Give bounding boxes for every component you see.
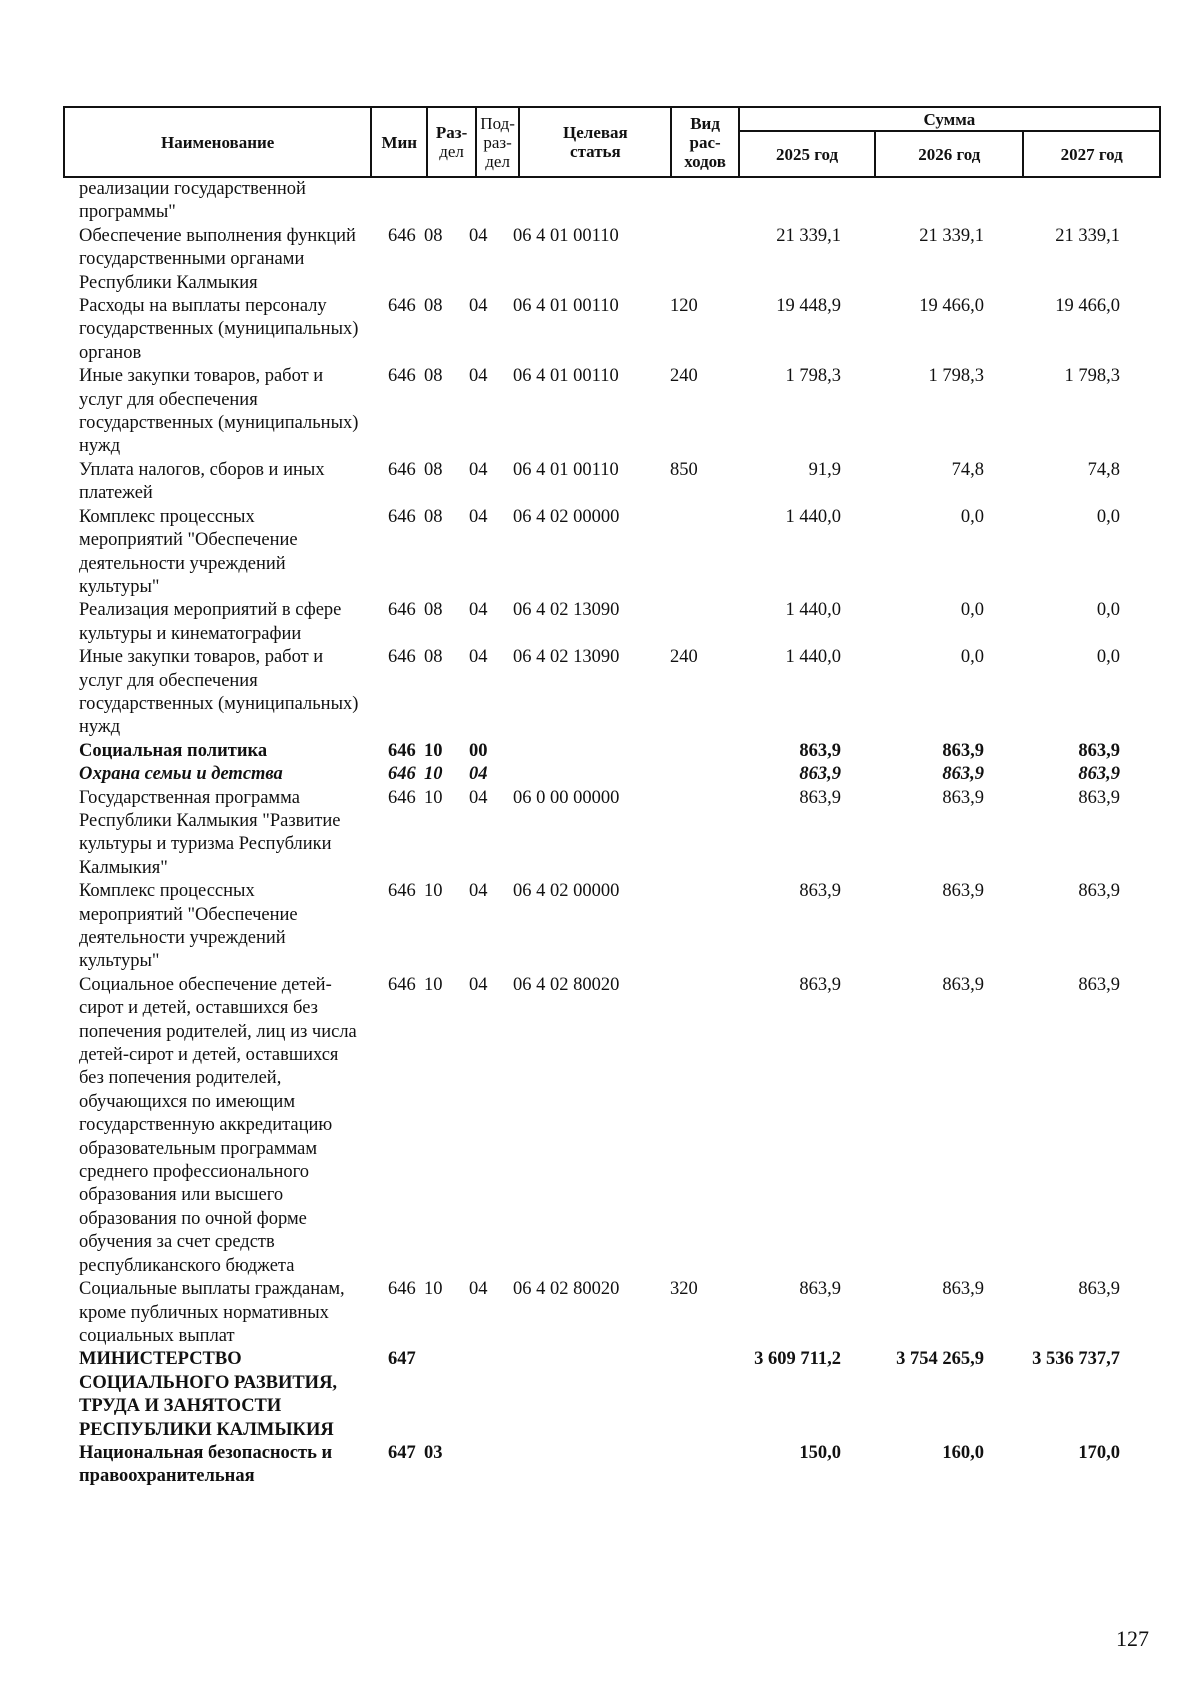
cell-y2027: 0,0 [1096,506,1120,527]
cell-y2026: 863,9 [942,740,984,761]
cell-y2025: 3 609 711,2 [754,1349,841,1370]
cell-target: 06 4 02 00000 [513,506,620,527]
cell-razdel: 10 [424,764,443,785]
cell-min: 647 [388,1349,416,1370]
cell-target: 06 4 02 80020 [513,974,620,995]
cell-vid: 240 [670,366,698,387]
cell-y2027: 0,0 [1096,647,1120,668]
cell-name: Иные закупки товаров, работ и услуг для обеспечения государственных (муниципальных) нужд [79,366,359,457]
cell-y2026: 74,8 [951,459,984,480]
table-row [63,880,1161,974]
cell-y2027: 1 798,3 [1064,366,1120,387]
cell-y2027: 863,9 [1078,881,1120,902]
table-row [63,740,1161,763]
cell-y2027: 0,0 [1096,600,1120,621]
cell-podrazdel: 04 [469,764,488,785]
cell-min: 646 [388,974,416,995]
header-2025: 2025 год [739,131,876,177]
cell-vid: 120 [670,296,698,317]
cell-y2027: 19 466,0 [1055,296,1120,317]
cell-name: МИНИСТЕРСТВО СОЦИАЛЬНОГО РАЗВИТИЯ, ТРУДА И ЗАНЯТОСТИ РЕСПУБЛИКИ КАЛМЫКИЯ [79,1349,338,1440]
cell-razdel: 08 [424,296,443,317]
cell-min: 646 [388,366,416,387]
cell-vid [650,740,715,763]
cell-min: 646 [388,296,416,317]
cell-target: 06 4 02 80020 [513,1279,620,1300]
header-min: Мин [371,107,427,177]
cell-target [503,763,650,786]
cell-target: 06 4 02 13090 [513,600,620,621]
header-podrazdel: Под- раз- дел [476,107,519,177]
cell-target: 06 4 01 00110 [513,225,619,246]
cell-name: Комплекс процессных мероприятий "Обеспечение деятельности учреждений культуры" [79,881,298,972]
cell-razdel: 10 [424,974,443,995]
cell-y2025: 1 440,0 [785,600,841,621]
cell-y2025: 1 798,3 [785,366,841,387]
cell-podrazdel: 04 [469,296,488,317]
cell-y2025: 21 339,1 [776,225,841,246]
cell-podrazdel: 04 [469,647,488,668]
cell-min: 646 [388,787,416,808]
cell-name: Обеспечение выполнения функций государственными органами Республики Калмыкия [79,225,356,293]
cell-min: 646 [388,647,416,668]
cell-target [503,178,650,225]
header-name: Наименование [64,107,371,177]
cell-y2025: 91,9 [808,459,841,480]
cell-y2027: 170,0 [1078,1442,1120,1463]
cell-name: Расходы на выплаты персоналу государственных (муниципальных) органов [79,296,359,363]
cell-y2025: 863,9 [799,974,841,995]
table-row [63,787,1161,881]
header-vid: Вид рас- ходов [671,107,738,177]
cell-min: 646 [388,600,416,621]
cell-vid [650,787,715,881]
cell-y2026: 863,9 [942,1279,984,1300]
header-target: Целевая статья [519,107,671,177]
cell-podrazdel [461,1348,503,1442]
cell-razdel: 08 [424,459,443,480]
cell-vid: 850 [670,459,698,480]
cell-razdel: 10 [424,740,443,761]
cell-y2027: 3 536 737,7 [1032,1349,1120,1370]
cell-vid [650,880,715,974]
cell-y2025: 863,9 [799,764,841,785]
cell-y2025: 1 440,0 [785,506,841,527]
table-row [63,1442,1161,1489]
cell-target: 06 0 00 00000 [513,787,620,808]
cell-min: 646 [388,740,416,761]
cell-vid [650,178,715,225]
cell-razdel: 10 [424,787,443,808]
cell-min: 646 [388,225,416,246]
cell-y2027: 863,9 [1078,974,1120,995]
table-row [63,506,1161,600]
cell-razdel: 08 [424,225,443,246]
cell-vid [650,599,715,646]
header-2026: 2026 год [875,131,1023,177]
table-row [63,459,1161,506]
cell-y2026: 3 754 265,9 [896,1349,984,1370]
cell-podrazdel: 04 [469,787,488,808]
cell-name: Реализация мероприятий в сфере культуры и кинематографии [79,600,342,644]
table-body [63,178,1161,1489]
cell-min: 646 [388,881,416,902]
cell-y2026: 863,9 [942,881,984,902]
cell-target [503,1348,650,1442]
cell-y2026: 863,9 [942,974,984,995]
cell-target: 06 4 01 00110 [513,296,619,317]
cell-y2026: 863,9 [942,787,984,808]
cell-razdel: 03 [424,1442,443,1463]
page-number: 127 [1116,1626,1149,1651]
cell-min: 646 [388,1279,416,1300]
cell-name: Социальная политика [79,740,268,761]
cell-razdel: 10 [424,881,443,902]
cell-y2027: 74,8 [1087,459,1120,480]
cell-target [503,740,650,763]
cell-y2026: 0,0 [960,506,984,527]
cell-y2025: 863,9 [799,740,841,761]
budget-table [63,106,1161,1489]
cell-name: Уплата налогов, сборов и иных платежей [79,459,325,504]
cell-vid [650,763,715,786]
cell-podrazdel: 04 [469,459,488,480]
cell-y2025: 863,9 [799,881,841,902]
table-row [63,599,1161,646]
table-row [63,763,1161,786]
cell-vid [650,1348,715,1442]
cell-y2025: 150,0 [799,1442,841,1463]
cell-y2027: 863,9 [1078,764,1120,785]
cell-min: 646 [388,764,416,785]
cell-vid: 240 [670,647,698,668]
table-row [63,1348,1161,1442]
cell-y2027 [990,178,1122,225]
cell-vid [650,974,715,1278]
cell-razdel: 08 [424,366,443,387]
cell-podrazdel: 04 [469,506,488,527]
header-2027: 2027 год [1023,131,1160,177]
cell-name: Комплекс процессных мероприятий "Обеспечение деятельности учреждений культуры" [79,506,298,597]
cell-podrazdel [461,178,503,225]
cell-podrazdel [461,1442,503,1489]
cell-min: 647 [388,1442,416,1463]
cell-target [503,1442,650,1489]
header-sum: Сумма [739,107,1160,131]
cell-vid: 320 [670,1279,698,1300]
table-header [63,106,1161,178]
table-row [63,295,1161,365]
table-row [63,225,1161,295]
cell-podrazdel: 04 [469,366,488,387]
cell-vid [650,1442,715,1489]
cell-razdel: 08 [424,600,443,621]
cell-y2027: 863,9 [1078,740,1120,761]
cell-razdel [414,1348,461,1442]
cell-y2025: 1 440,0 [785,647,841,668]
cell-podrazdel: 04 [469,974,488,995]
cell-y2027: 21 339,1 [1055,225,1120,246]
cell-y2025: 863,9 [799,1279,841,1300]
cell-razdel [414,178,461,225]
cell-target: 06 4 02 00000 [513,881,620,902]
cell-name: Социальное обеспечение детей-сирот и детей, оставшихся без попечения родителей, лиц из числа детей-сирот и детей, оставшихся без попечения родителей, обучающихся по имеющим государственную аккредитацию образовательным программам среднего профессионального образования или высшего образования по очной форме обучения за счет средств республиканского бюджета [79,974,357,1276]
cell-podrazdel: 04 [469,881,488,902]
cell-vid [650,225,715,295]
cell-name: Государственная программа Республики Калмыкия "Развитие культуры и туризма Республики Калмыкия" [79,787,341,878]
cell-podrazdel: 00 [469,740,488,761]
cell-y2026: 0,0 [960,647,984,668]
cell-y2026: 863,9 [942,764,984,785]
table-row [63,1278,1161,1348]
cell-name: Иные закупки товаров, работ и услуг для обеспечения государственных (муниципальных) нужд [79,647,359,738]
cell-name: реализации государственной программы" [79,179,306,223]
cell-min: 646 [388,506,416,527]
cell-target: 06 4 01 00110 [513,459,619,480]
cell-vid [650,506,715,600]
cell-y2026: 0,0 [960,600,984,621]
table-row [63,646,1161,740]
cell-y2026: 1 798,3 [928,366,984,387]
cell-razdel: 08 [424,647,443,668]
table-row [63,178,1161,225]
cell-podrazdel: 04 [469,600,488,621]
cell-name: Национальная безопасность и правоохранительная [79,1442,333,1487]
cell-y2025: 19 448,9 [776,296,841,317]
cell-min: 646 [388,459,416,480]
cell-razdel: 08 [424,506,443,527]
cell-name: Охрана семьи и детства [79,764,283,785]
cell-min [360,178,414,225]
cell-name: Социальные выплаты гражданам, кроме публичных нормативных социальных выплат [79,1279,345,1346]
cell-y2026 [847,178,990,225]
cell-y2026: 19 466,0 [919,296,984,317]
cell-y2027: 863,9 [1078,1279,1120,1300]
cell-y2025: 863,9 [799,787,841,808]
cell-target: 06 4 01 00110 [513,366,619,387]
cell-podrazdel: 04 [469,225,488,246]
cell-y2026: 21 339,1 [919,225,984,246]
header-razdel: Раз- дел [427,107,476,177]
cell-y2026: 160,0 [942,1442,984,1463]
table-row [63,365,1161,459]
cell-y2025 [715,178,847,225]
cell-y2027: 863,9 [1078,787,1120,808]
table-row [63,974,1161,1278]
cell-podrazdel: 04 [469,1279,488,1300]
cell-target: 06 4 02 13090 [513,647,620,668]
cell-razdel: 10 [424,1279,443,1300]
